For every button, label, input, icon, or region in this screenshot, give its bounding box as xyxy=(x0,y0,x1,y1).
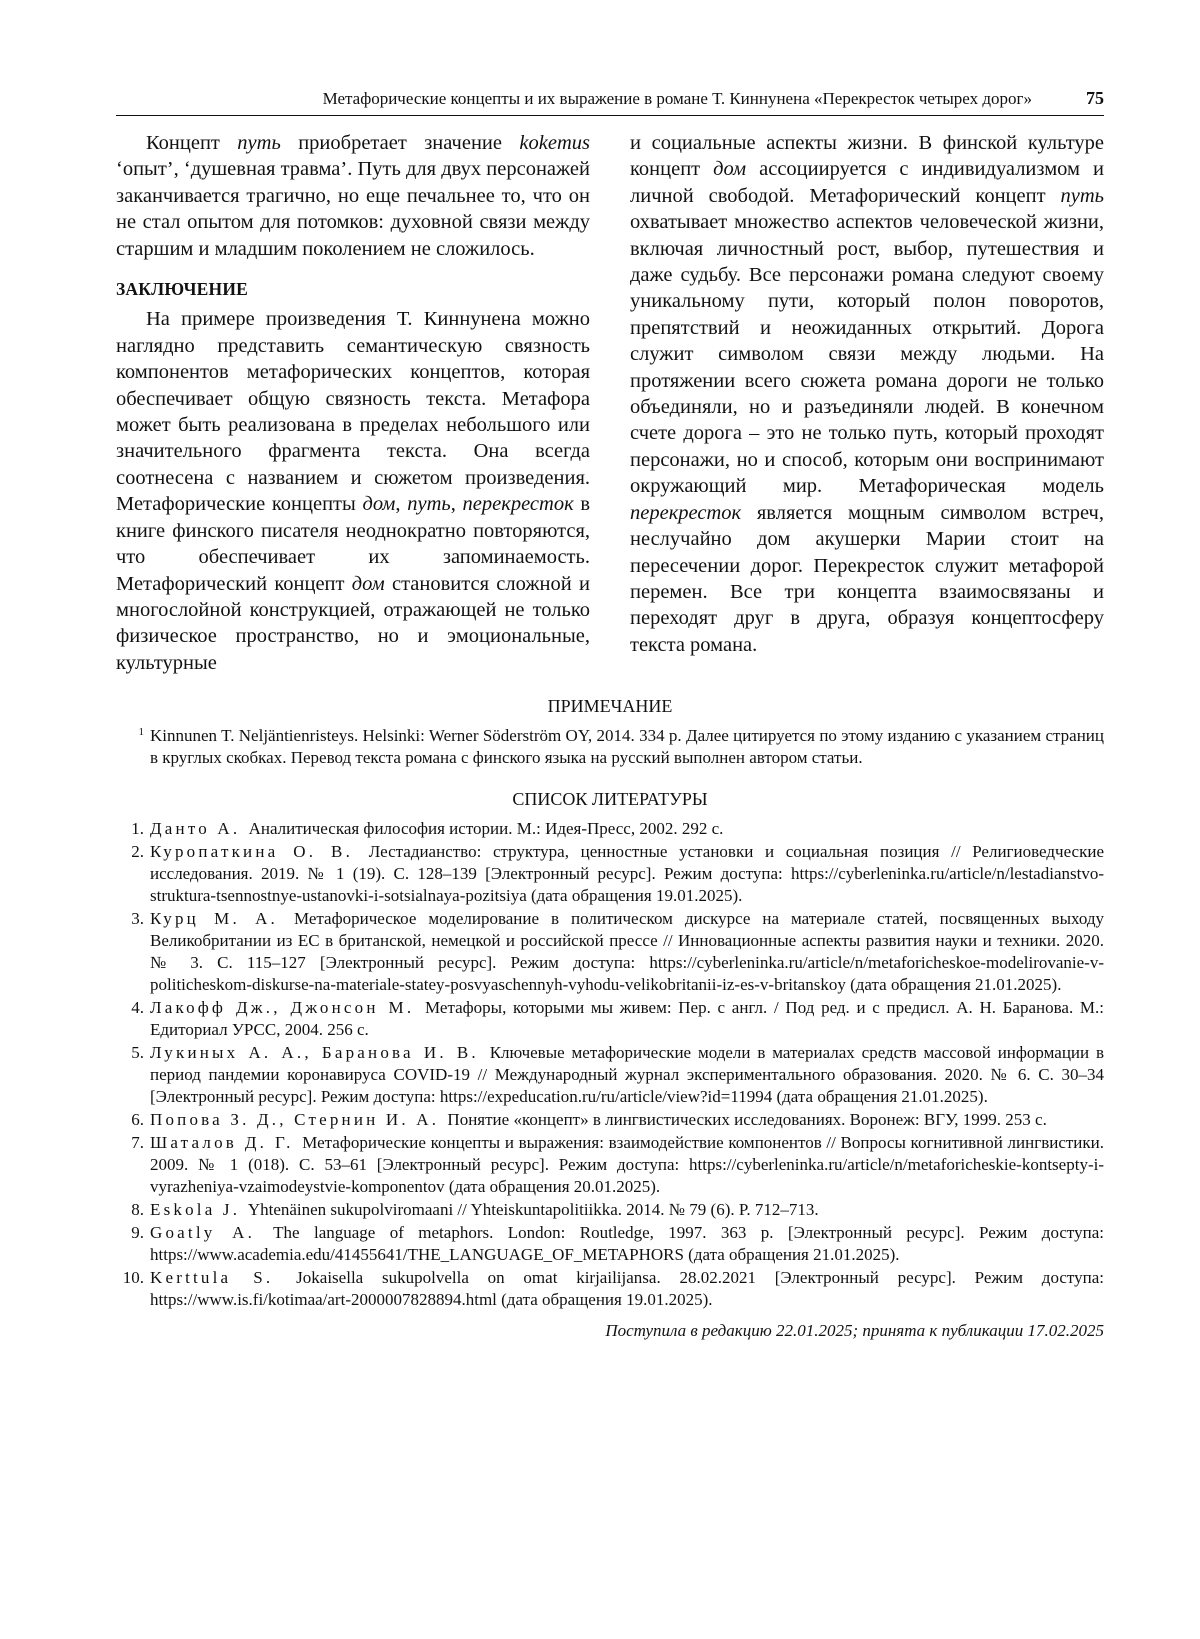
references-heading: СПИСОК ЛИТЕРАТУРЫ xyxy=(512,789,708,810)
reference-item xyxy=(116,1132,1104,1198)
page-number: 75 xyxy=(1086,88,1104,108)
italic-term: дом xyxy=(713,158,747,181)
reference-text: Ключевые метафорические модели в материалах средств массовой информации в период пандемии коронавируса COVID-19 // Международный журнал экспериментального образования. 2020. № 6. С. 30–34 [Электронный ресурс]. Режим доступа: https://expeducation.ru/ru/article/view?id=11994 (дата обращения 21.01.2025). xyxy=(150,1043,1105,1107)
reference-text: Метафорическое моделирование в политическом дискурсе на материале статей, посвященных выходу Великобритании из ЕС в британской, немецкой и российской прессе // Инновационные аспекты развития науки и техники. 2020. № 3. С. 115–127 [Электронный ресурс]. Режим доступа: https://cyberleninka.ru/article/n/metaforicheskoe-modelirovanie-v-politicheskom-diskurse-na-materiale-statey-posvyaschennyh-vyhodu-velikobritanii-iz-es-v-britanskoy (дата обращения 21.01.2025). xyxy=(150,909,1105,995)
text-run: в книге финского писателя неоднократно повторяются, что обеспечивает их запоминаемость. Метафорический концепт xyxy=(116,493,591,595)
text-run: Концепт xyxy=(146,132,238,154)
reference-number: 8. xyxy=(131,1200,144,1220)
reference-author: Данто А. xyxy=(150,819,241,839)
running-title: Метафорические концепты и их выражение в романе Т. Киннунена «Перекресток четырех дорог» xyxy=(322,89,1032,108)
reference-number: 7. xyxy=(131,1133,144,1153)
reference-number: 3. xyxy=(131,909,144,929)
text-run: На примере произведения Т. Киннунена можно наглядно представить семантическую связность компонентов метафорических концептов, которая обеспечивает общую связность текста. Метафора может быть реализована в пределах небольшого или значительного фрагмента текста. Она всегда соотнесена с названием и сюжетом произведения. Метафорические концепты xyxy=(116,308,590,516)
note-text: Kinnunen T. Neljäntienristeys. Helsinki: Werner Söderström OY, 2014. 334 p. Далее цитируется по этому изданию с указанием страниц в круглых скобках. Перевод текста романа с финского языка на русский выполнен автором статьи. xyxy=(150,726,1104,768)
note-marker: 1 xyxy=(138,726,144,739)
text-run: приобретает значение xyxy=(280,132,520,154)
reference-author: Eskola J. xyxy=(150,1200,241,1220)
reference-body xyxy=(150,1042,1104,1108)
text-run: становится сложной и многослойной конструкцией, отражающей не только физическое пространство, но и эмоциональные, культурные xyxy=(116,572,590,674)
italic-term: kokemus xyxy=(519,132,590,154)
text-run: , xyxy=(395,493,408,516)
reference-number: 10. xyxy=(122,1268,144,1288)
italic-term: дом xyxy=(351,572,385,595)
italic-term: путь xyxy=(1060,184,1104,207)
section-heading-conclusion: ЗАКЛЮЧЕНИЕ xyxy=(116,279,249,300)
references-list xyxy=(116,818,1104,1311)
reference-item xyxy=(116,1222,1104,1266)
paragraph xyxy=(630,130,1104,658)
reference-number: 9. xyxy=(131,1223,144,1243)
reference-item xyxy=(116,1199,1104,1221)
reference-item xyxy=(116,1267,1104,1311)
italic-term: перекресток xyxy=(630,501,742,524)
reference-number: 6. xyxy=(131,1110,144,1130)
reference-body xyxy=(150,1132,1104,1198)
reference-body xyxy=(150,1222,1104,1266)
reference-text: Jokaisella sukupolvella on omat kirjailijansa. 28.02.2021 [Электронный ресурс]. Режим доступа: https://www.is.fi/kotimaa/art-2000007828894.html (дата обращения 19.01.2025). xyxy=(150,1268,1104,1310)
received-date: Поступила в редакцию 22.01.2025; принята к публикации 17.02.2025 xyxy=(605,1321,1104,1341)
reference-body xyxy=(150,841,1104,907)
reference-text: Понятие «концепт» в лингвистических исследованиях. Воронеж: ВГУ, 1999. 253 с. xyxy=(447,1110,1047,1130)
reference-item xyxy=(116,1042,1104,1108)
running-header xyxy=(116,88,1104,116)
paragraph xyxy=(116,130,590,262)
reference-author: Лукиных А. А., Баранова И. В. xyxy=(150,1043,479,1063)
text-run: является мощным символом встреч, неслучайно дом акушерки Марии стоит на пересечении дорог. Перекресток служит метафорой перемен. Все три концепта взаимосвязаны и переходят друг в друга, образуя концептосферу текста романа. xyxy=(630,501,1104,656)
paragraph xyxy=(116,306,590,676)
reference-body xyxy=(150,1199,1104,1221)
reference-author: Шаталов Д. Г. xyxy=(150,1133,294,1153)
reference-body xyxy=(150,908,1104,996)
reference-body xyxy=(150,818,1104,840)
italic-term: перекресток xyxy=(462,493,574,516)
reference-author: Курц М. А. xyxy=(150,909,278,929)
reference-author: Kerttula S. xyxy=(150,1268,274,1288)
reference-number: 5. xyxy=(131,1043,144,1063)
reference-text: Аналитическая философия истории. М.: Идея-Пресс, 2002. 292 с. xyxy=(248,819,724,839)
reference-body xyxy=(150,1109,1104,1131)
text-run: охватывает множество аспектов человеческой жизни, включая личностный рост, выбор, путешествия и даже судьбу. Все персонажи романа следуют своему уникальному пути, который полон поворотов, препятствий и неожиданных открытий. Дорога служит символом связи между людьми. На протяжении всего сюжета романа дороги не только объединяли, но и разъединяли людей. В конечном счете дорога – это не только путь, который проходят персонажи, но и способ, которым они воспринимают окружающий мир. Метафорическая модель xyxy=(630,211,1104,498)
notes-heading: ПРИМЕЧАНИЕ xyxy=(547,696,673,717)
reference-item xyxy=(116,841,1104,907)
italic-term: путь xyxy=(407,493,451,516)
reference-text: The language of metaphors. London: Routledge, 1997. 363 p. [Электронный ресурс]. Режим доступа: https://www.academia.edu/41455641/THE_LANGUAGE_OF_METAPHORS (дата обращения 21.01.2025). xyxy=(150,1223,1104,1265)
reference-number: 2. xyxy=(131,842,144,862)
reference-author: Goatly A. xyxy=(150,1223,256,1243)
text-run: ассоциируется с индивидуализмом и личной свободой. Метафорический концепт xyxy=(630,158,1105,207)
text-run: и социальные аспекты жизни. В финской культуре концепт xyxy=(630,132,1104,181)
notes-list xyxy=(116,725,1104,769)
reference-author: Попова З. Д., Стернин И. А. xyxy=(150,1110,440,1130)
page xyxy=(116,88,1104,1341)
reference-item xyxy=(116,997,1104,1041)
right-column xyxy=(630,130,1104,676)
reference-number: 1. xyxy=(131,819,144,839)
reference-item xyxy=(116,1109,1104,1131)
italic-term: дом xyxy=(362,493,396,516)
reference-number: 4. xyxy=(131,998,144,1018)
text-run: , xyxy=(450,493,463,516)
note-item xyxy=(116,725,1104,769)
reference-text: Метафоры, которыми мы живем: Пер. с англ. / Под ред. и с предисл. А. Н. Баранова. М.: Едиториал УРСС, 2004. 256 с. xyxy=(150,998,1105,1040)
reference-text: Метафорические концепты и выражения: взаимодействие компонентов // Вопросы когнитивной лингвистики. 2009. № 1 (018). С. 53–61 [Электронный ресурс]. Режим доступа: https://cyberleninka.ru/article/n/metaforicheskie-kontsepty-i-vyrazheniya-vzaimodeystvie-komponentov (дата обращения 20.01.2025). xyxy=(150,1133,1104,1197)
text-run: ‘опыт’, ‘душевная травма’. Путь для двух персонажей заканчивается трагично, но еще печальнее то, что он не стал опытом для потомков: духовной связи между старшим и младшим поколением не сложилось. xyxy=(116,158,590,260)
reference-text: Лестадианство: структура, ценностные установки и социальная позиция // Религиоведческие исследования. 2019. № 1 (19). С. 128–139 [Электронный ресурс]. Режим доступа: https://cyberleninka.ru/article/n/lestadianstvo-struktura-tsennostnye-ustanovki-i-sotsialnaya-pozitsiya (дата обращения 19.01.2025). xyxy=(150,842,1104,906)
reference-text: Yhtenäinen sukupolviromaani // Yhteiskuntapolitiikka. 2014. № 79 (6). P. 712–713. xyxy=(247,1200,819,1220)
reference-item xyxy=(116,818,1104,840)
left-column xyxy=(116,130,590,676)
body-columns xyxy=(116,130,1104,676)
reference-author: Куропаткина О. В. xyxy=(150,842,354,862)
reference-author: Лакофф Дж., Джонсон М. xyxy=(150,998,415,1018)
reference-body xyxy=(150,1267,1104,1311)
reference-item xyxy=(116,908,1104,996)
italic-term: путь xyxy=(237,132,281,154)
reference-body xyxy=(150,997,1104,1041)
